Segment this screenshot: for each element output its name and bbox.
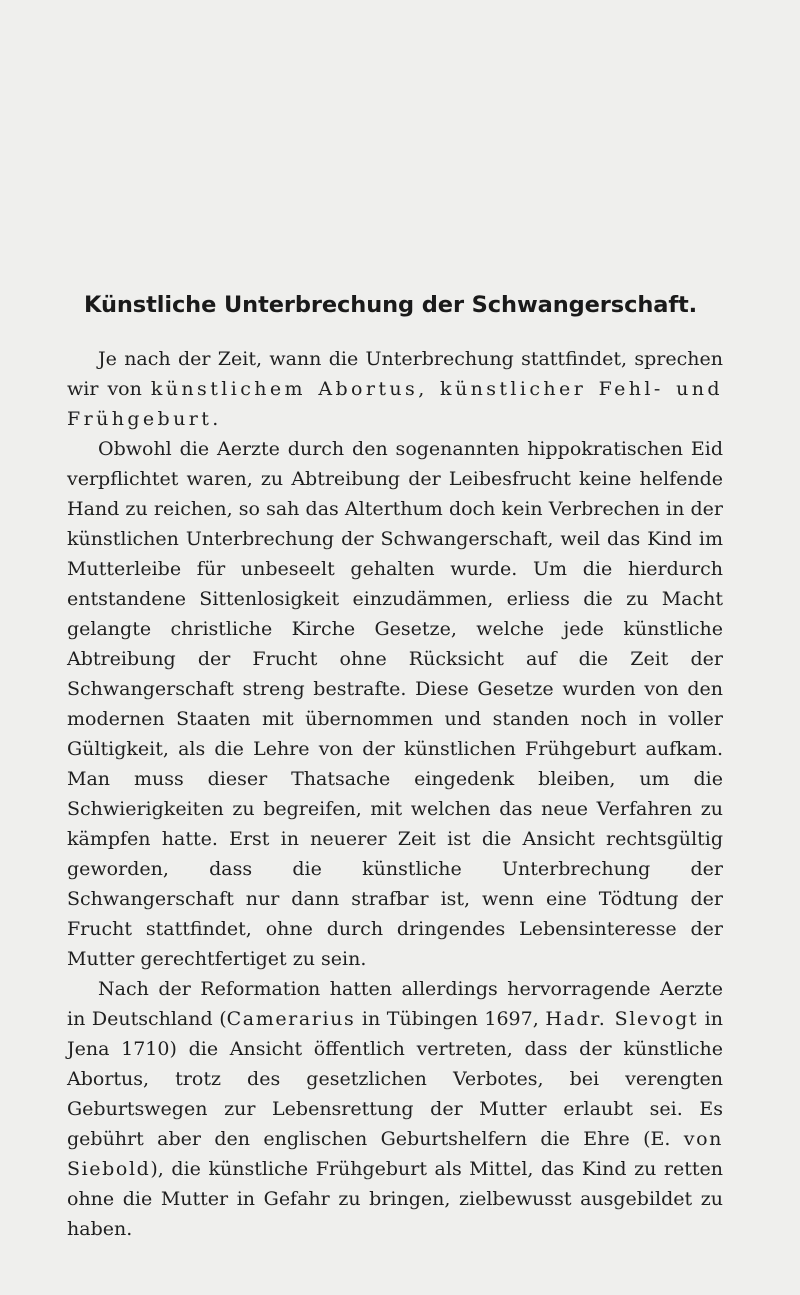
person-name: von Siebold [67, 1128, 723, 1180]
person-name: Camerarius [226, 1008, 356, 1030]
paragraph-1 [67, 344, 723, 434]
person-name: Hadr. Slevogt [545, 1008, 699, 1030]
text-run: Nach der Reformation hatten allerdings hervorragende Aerzte in Deutschland ( [67, 978, 723, 1030]
text-run: . [212, 408, 219, 430]
text-run: Je nach der Zeit, wann die Unterbrechung stattfindet, sprechen wir von [67, 348, 723, 400]
text-run: ), die künstliche Frühgeburt als Mittel, das Kind zu retten ohne die Mutter in Gefahr zu bringen, zielbewusst ausgebildet zu haben. [67, 1158, 723, 1240]
paragraph-3 [67, 974, 723, 1244]
paragraph-2 [67, 434, 723, 974]
spaced-term: künstlichem Abortus, künstlicher Fehl- und Frühgeburt [67, 378, 723, 430]
text-run: in Jena 1710) die Ansicht öffentlich vertreten, dass der künstliche Abortus, trotz des gesetzlichen Verbotes, bei verengten Geburtswegen zur Lebensrettung der Mutter erlaubt sei. Es gebührt aber den englischen Geburtshelfern die Ehre (E. [67, 1008, 723, 1150]
text-run: in Tübingen 1697, [355, 1008, 546, 1030]
text-run: Obwohl die Aerzte durch den sogenannten hippokratischen Eid verpflichtet waren, zu Abtreibung der Leibesfrucht keine helfende Hand zu reichen, so sah das Alterthum doch kein Verbrechen in der künstlichen Unterbrechung der Schwangerschaft, weil das Kind im Mutterleibe für unbeseelt gehalten wurde. Um die hierdurch entstandene Sittenlosigkeit einzudämmen, erliess die zu Macht gelangte christliche Kirche Gesetze, welche jede künstliche Abtreibung der Frucht ohne Rücksicht auf die Zeit der Schwangerschaft streng bestrafte. Diese Gesetze wurden von den modernen Staaten mit übernommen und standen noch in voller Gültigkeit, als die Lehre von der künstlichen Frühgeburt aufkam. Man muss dieser Thatsache eingedenk bleiben, um die Schwierigkeiten zu begreifen, mit welchen das neue Verfahren zu kämpfen hatte. Erst in neuerer Zeit ist die Ansicht rechtsgültig geworden, dass die künstliche Unterbrechung der Schwangerschaft nur dann strafbar ist, wenn eine Tödtung der Frucht stattfindet, ohne durch dringendes Lebensinteresse der Mutter gerechtfertiget zu sein. [67, 438, 723, 970]
chapter-heading: Künstliche Unterbrechung der Schwangerschaft. [84, 292, 698, 318]
body-text [67, 344, 723, 1244]
